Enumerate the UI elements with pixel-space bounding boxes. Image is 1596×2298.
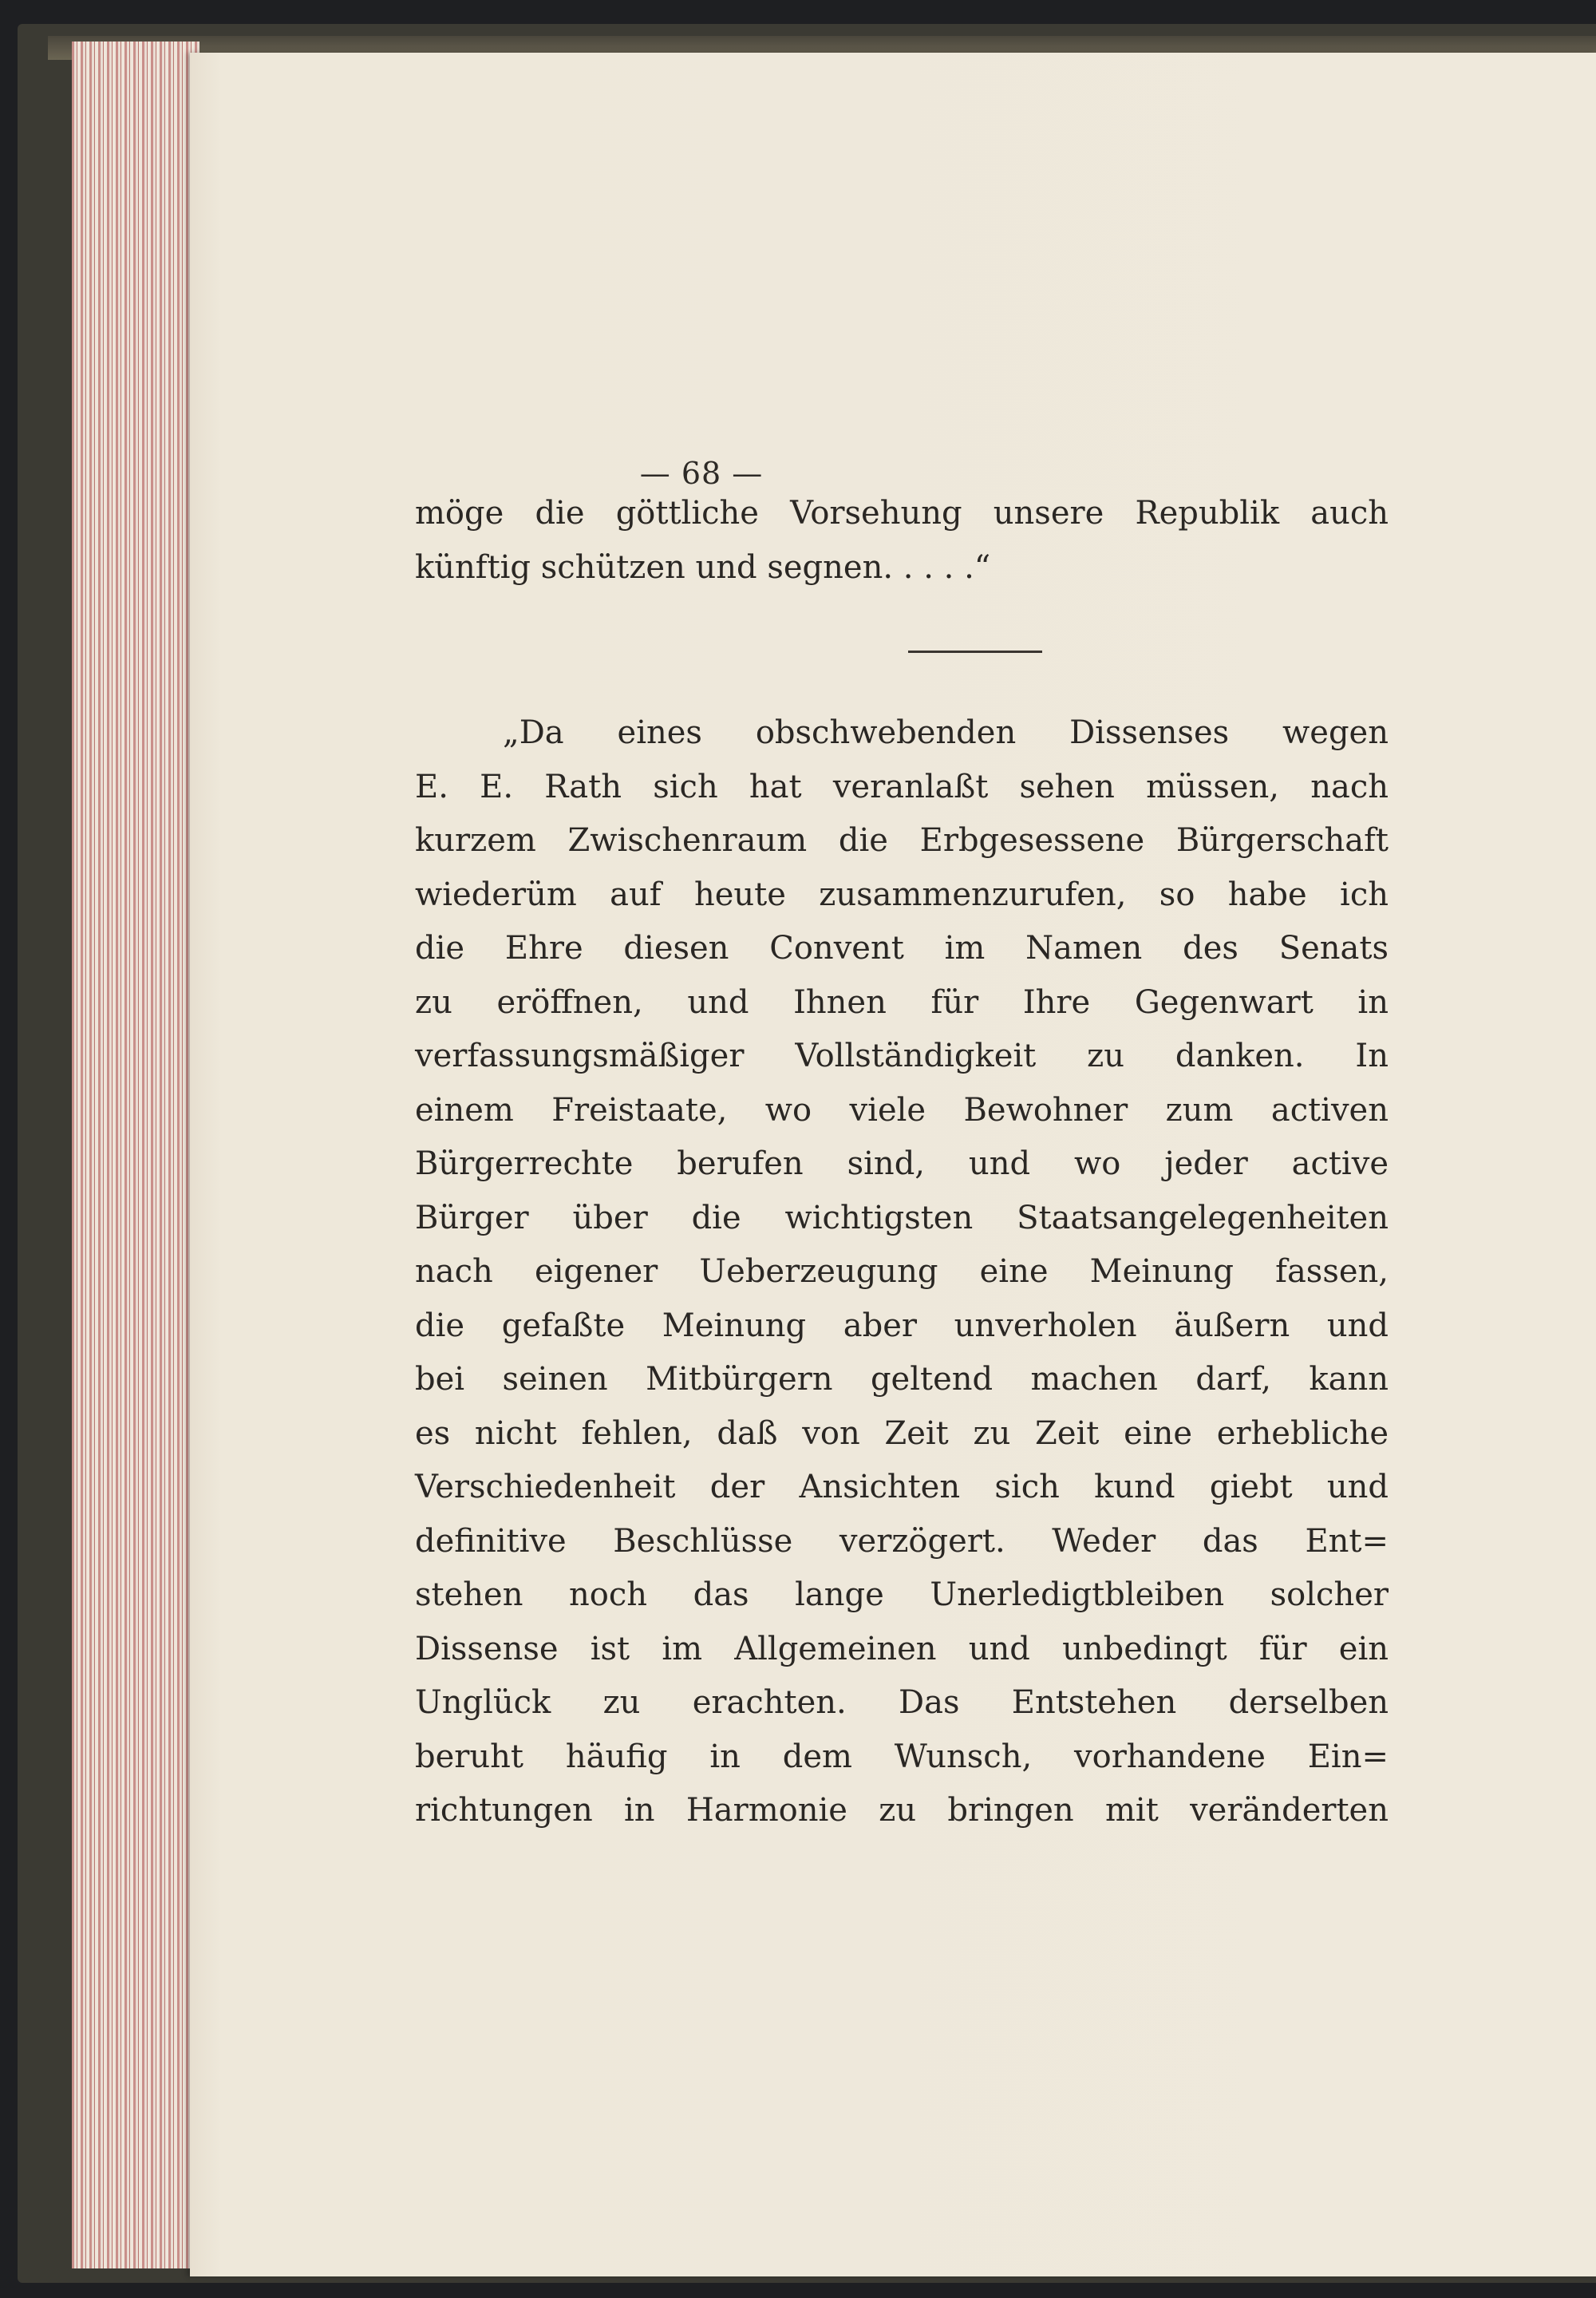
page-edges — [72, 42, 200, 2268]
text-line: Bürger über die wichtigsten Staatsangelegenheiten — [415, 1199, 1389, 1236]
paragraph-speech — [415, 706, 1389, 1838]
text-line: Bürgerrechte berufen sind, und wo jeder active — [415, 1145, 1389, 1182]
text-line: die Ehre diesen Convent im Namen des Senats — [415, 930, 1389, 967]
text-line: die gefaßte Meinung aber unverholen äußern und — [415, 1307, 1389, 1344]
text-line: zu eröffnen, und Ihnen für Ihre Gegenwart in — [415, 983, 1389, 1021]
text-line: bei seinen Mitbürgern geltend machen darf, kann — [415, 1361, 1389, 1398]
text-line: „Da eines obschwebenden Dissenses wegen — [503, 714, 1389, 751]
text-line: einem Freistaate, wo viele Bewohner zum activen — [415, 1091, 1389, 1129]
text-line: Unglück zu erachten. Das Entstehen derselben — [415, 1684, 1389, 1721]
text-line: wiederüm auf heute zusammenzurufen, so habe ich — [415, 876, 1389, 913]
text-line: verfassungsmäßiger Vollständigkeit zu danken. In — [415, 1038, 1389, 1074]
text-line: beruht häufig in dem Wunsch, vorhandene Ein= — [415, 1738, 1389, 1775]
text-line: Dissense ist im Allgemeinen und unbedingt für ein — [415, 1630, 1389, 1667]
text-line: es nicht fehlen, daß von Zeit zu Zeit eine erhebliche — [415, 1414, 1389, 1452]
text-line: kurzem Zwischenraum die Erbgesessene Bürgerschaft — [415, 822, 1389, 859]
text-line: richtungen in Harmonie zu bringen mit veränderten — [415, 1792, 1389, 1829]
paragraph-continuation — [415, 487, 1389, 595]
section-divider — [908, 651, 1042, 653]
text-line: künftig schützen und segnen. . . . .“ — [415, 548, 991, 586]
text-line: E. E. Rath sich hat veranlaßt sehen müssen, nach — [415, 768, 1389, 805]
text-line: stehen noch das lange Unerledigtbleiben solcher — [415, 1576, 1389, 1613]
text-line: definitive Beschlüsse verzögert. Weder das Ent= — [415, 1522, 1389, 1560]
text-line: Verschiedenheit der Ansichten sich kund giebt und — [415, 1469, 1389, 1505]
text-line: nach eigener Ueberzeugung eine Meinung fassen, — [415, 1253, 1389, 1290]
page-number: — 68 — — [639, 456, 764, 491]
text-line: möge die göttliche Vorsehung unsere Republik auch — [415, 495, 1389, 532]
